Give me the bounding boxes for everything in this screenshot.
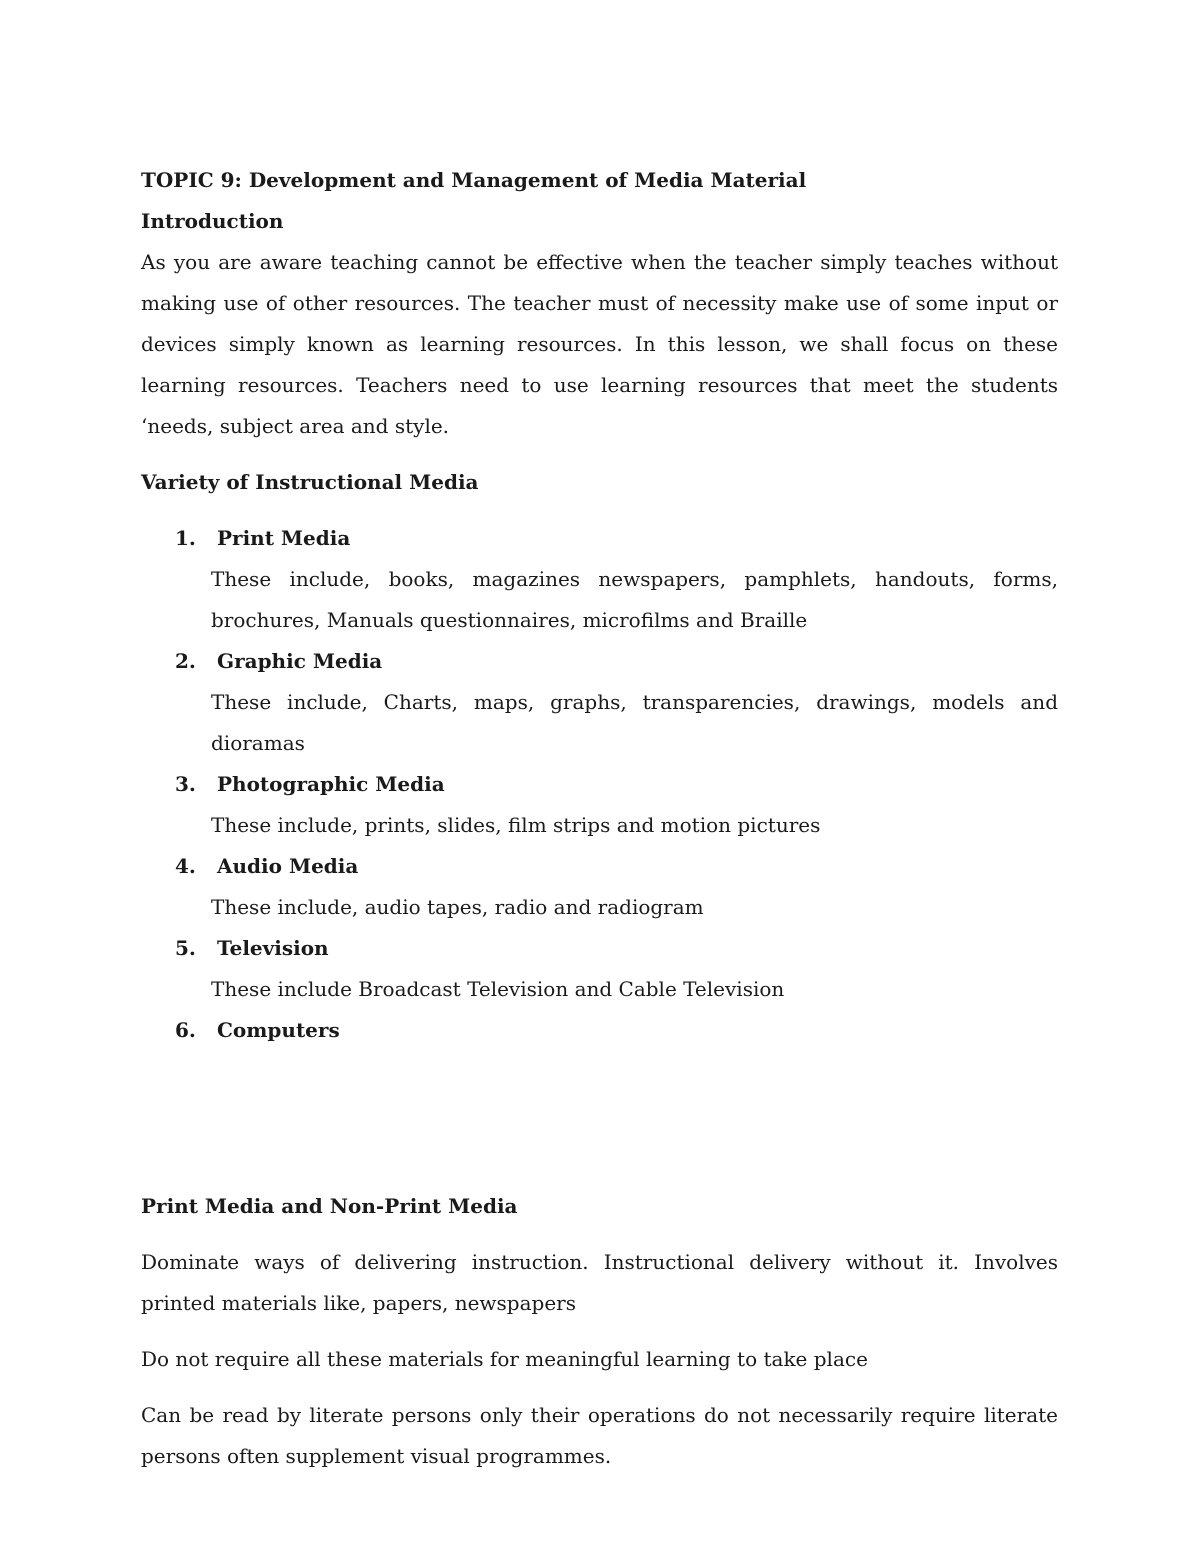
list-item xyxy=(141,928,1058,1010)
list-item xyxy=(141,764,1058,846)
list-item xyxy=(141,518,1058,641)
print-nonprint-paragraph: Can be read by literate persons only their operations do not necessarily require literate persons often supplement visual programmes. xyxy=(141,1403,1058,1468)
print-nonprint-paragraph: Do not require all these materials for meaningful learning to take place xyxy=(141,1347,868,1371)
print-nonprint-heading: Print Media and Non-Print Media xyxy=(141,1194,518,1218)
list-item-title: Computers xyxy=(217,1018,340,1042)
document-title: TOPIC 9: Development and Management of Media Material xyxy=(141,168,807,192)
list-item xyxy=(141,846,1058,928)
list-item-number: 5. xyxy=(175,936,196,960)
intro-paragraph: As you are aware teaching cannot be effective when the teacher simply teaches without making use of other resources. The teacher must of necessity make use of some input or devices simply known as learning resources. In this lesson, we shall focus on these learning resources. Teachers need to use learning resources that meet the students ‘needs, subject area and style. xyxy=(141,250,1058,438)
list-item-title: Television xyxy=(217,936,329,960)
list-item xyxy=(141,641,1058,764)
document-body xyxy=(141,160,1058,1477)
list-item-description: These include, audio tapes, radio and radiogram xyxy=(211,895,704,919)
list-item-number: 1. xyxy=(175,526,196,550)
list-item-description: These include Broadcast Television and Cable Television xyxy=(211,977,785,1001)
list-item-title: Print Media xyxy=(217,526,351,550)
list-item-title: Photographic Media xyxy=(217,772,445,796)
list-item-title: Graphic Media xyxy=(217,649,383,673)
intro-heading: Introduction xyxy=(141,209,284,233)
list-item-description: These include, Charts, maps, graphs, transparencies, drawings, models and dioramas xyxy=(211,690,1058,755)
list-item xyxy=(141,1010,1058,1051)
print-nonprint-section xyxy=(141,1186,1058,1477)
print-nonprint-paragraph: Dominate ways of delivering instruction. Instructional delivery without it. Involves printed materials like, papers, newspapers xyxy=(141,1250,1058,1315)
media-list xyxy=(141,518,1058,1051)
list-item-number: 4. xyxy=(175,854,196,878)
list-item-description: These include, prints, slides, film strips and motion pictures xyxy=(211,813,821,837)
list-item-number: 6. xyxy=(175,1018,196,1042)
list-item-number: 3. xyxy=(175,772,196,796)
list-item-description: These include, books, magazines newspapers, pamphlets, handouts, forms, brochures, Manuals questionnaires, microfilms and Braille xyxy=(211,567,1058,632)
variety-heading: Variety of Instructional Media xyxy=(141,470,479,494)
list-item-number: 2. xyxy=(175,649,196,673)
list-item-title: Audio Media xyxy=(217,854,359,878)
